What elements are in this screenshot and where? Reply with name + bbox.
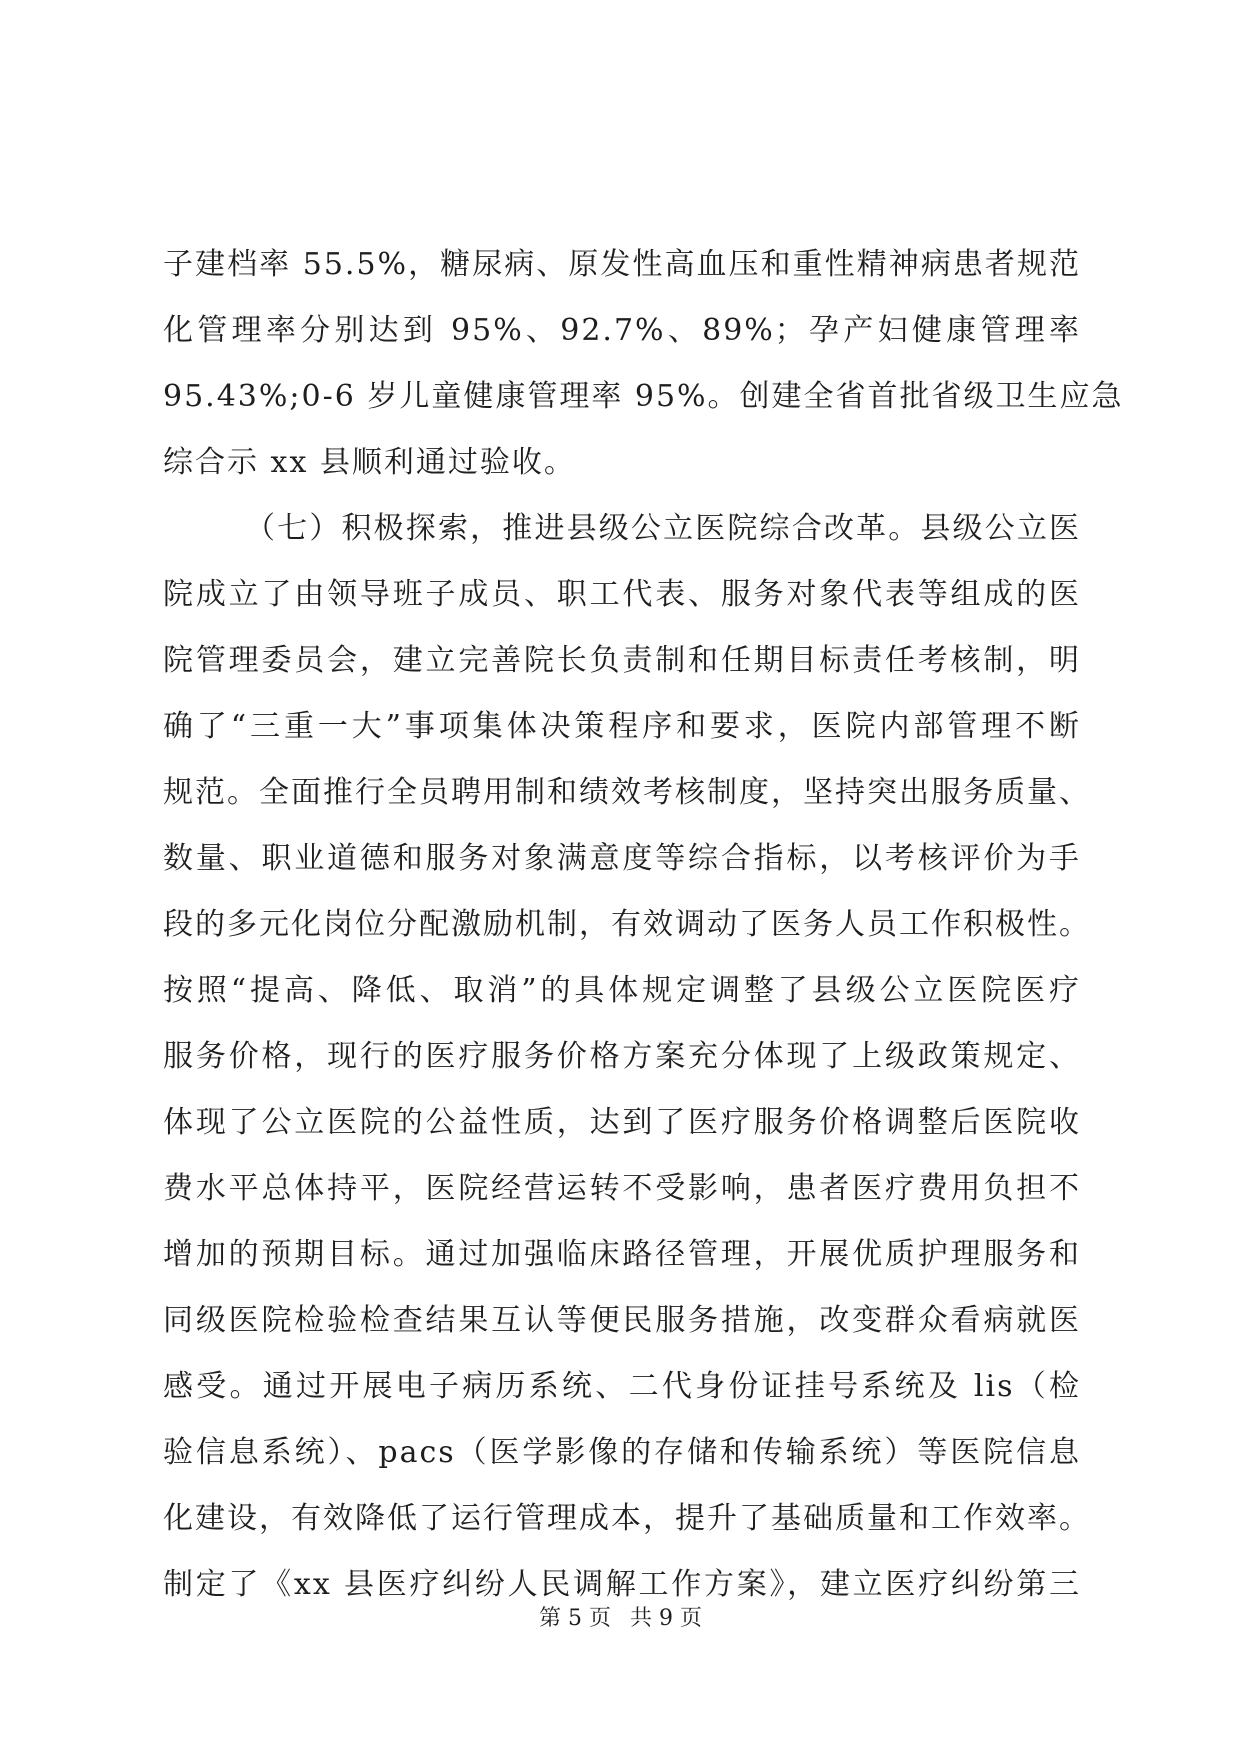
text-line: 服务价格，现行的医疗服务价格方案充分体现了上级政策规定、 — [163, 1039, 1081, 1074]
text-line: 化建设，有效降低了运行管理成本，提升了基础质量和工作效率。 — [163, 1501, 1091, 1536]
text-line: 数量、职业道德和服务对象满意度等综合指标，以考核评价为手 — [163, 841, 1081, 876]
text-line: 化管理率分别达到 95%、92.7%、89%；孕产妇健康管理率 — [163, 313, 1081, 348]
text-line: 增加的预期目标。通过加强临床路径管理，开展优质护理服务和 — [163, 1237, 1081, 1272]
text-line: 感受。通过开展电子病历系统、二代身份证挂号系统及 lis（检 — [163, 1369, 1081, 1404]
text-line: 综合示 xx 县顺利通过验收。 — [163, 445, 576, 480]
text-line: 段的多元化岗位分配激励机制，有效调动了医务人员工作积极性。 — [163, 907, 1091, 942]
page-total: 共 9 页 — [630, 1606, 702, 1631]
text-line: 同级医院检验检查结果互认等便民服务措施，改变群众看病就医 — [163, 1303, 1081, 1338]
text-line: 确了“三重一大”事项集体决策程序和要求，医院内部管理不断 — [163, 709, 1081, 744]
text-line: 按照“提高、降低、取消”的具体规定调整了县级公立医院医疗 — [163, 973, 1081, 1008]
document-body — [163, 232, 1124, 1618]
text-line: 体现了公立医院的公益性质，达到了医疗服务价格调整后医院收 — [163, 1105, 1081, 1140]
text-line: 费水平总体持平，医院经营运转不受影响，患者医疗费用负担不 — [163, 1171, 1081, 1206]
page-footer — [0, 1604, 1241, 1634]
text-line: 95.43%;0-6 岁儿童健康管理率 95%。创建全省首批省级卫生应急 — [163, 379, 1124, 414]
text-line: 院成立了由领导班子成员、职工代表、服务对象代表等组成的医 — [163, 577, 1081, 612]
section-heading-line: （七）积极探索，推进县级公立医院综合改革。县级公立医 — [245, 511, 1081, 546]
text-line: 子建档率 55.5%，糖尿病、原发性高血压和重性精神病患者规范 — [163, 247, 1081, 282]
text-line: 验信息系统）、pacs（医学影像的存储和传输系统）等医院信息 — [163, 1435, 1081, 1470]
text-line: 院管理委员会，建立完善院长负责制和任期目标责任考核制，明 — [163, 643, 1081, 678]
page-number: 第 5 页 — [539, 1606, 611, 1631]
text-line: 规范。全面推行全员聘用制和绩效考核制度，坚持突出服务质量、 — [163, 775, 1091, 810]
text-line: 制定了《xx 县医疗纠纷人民调解工作方案》，建立医疗纠纷第三 — [163, 1567, 1081, 1602]
